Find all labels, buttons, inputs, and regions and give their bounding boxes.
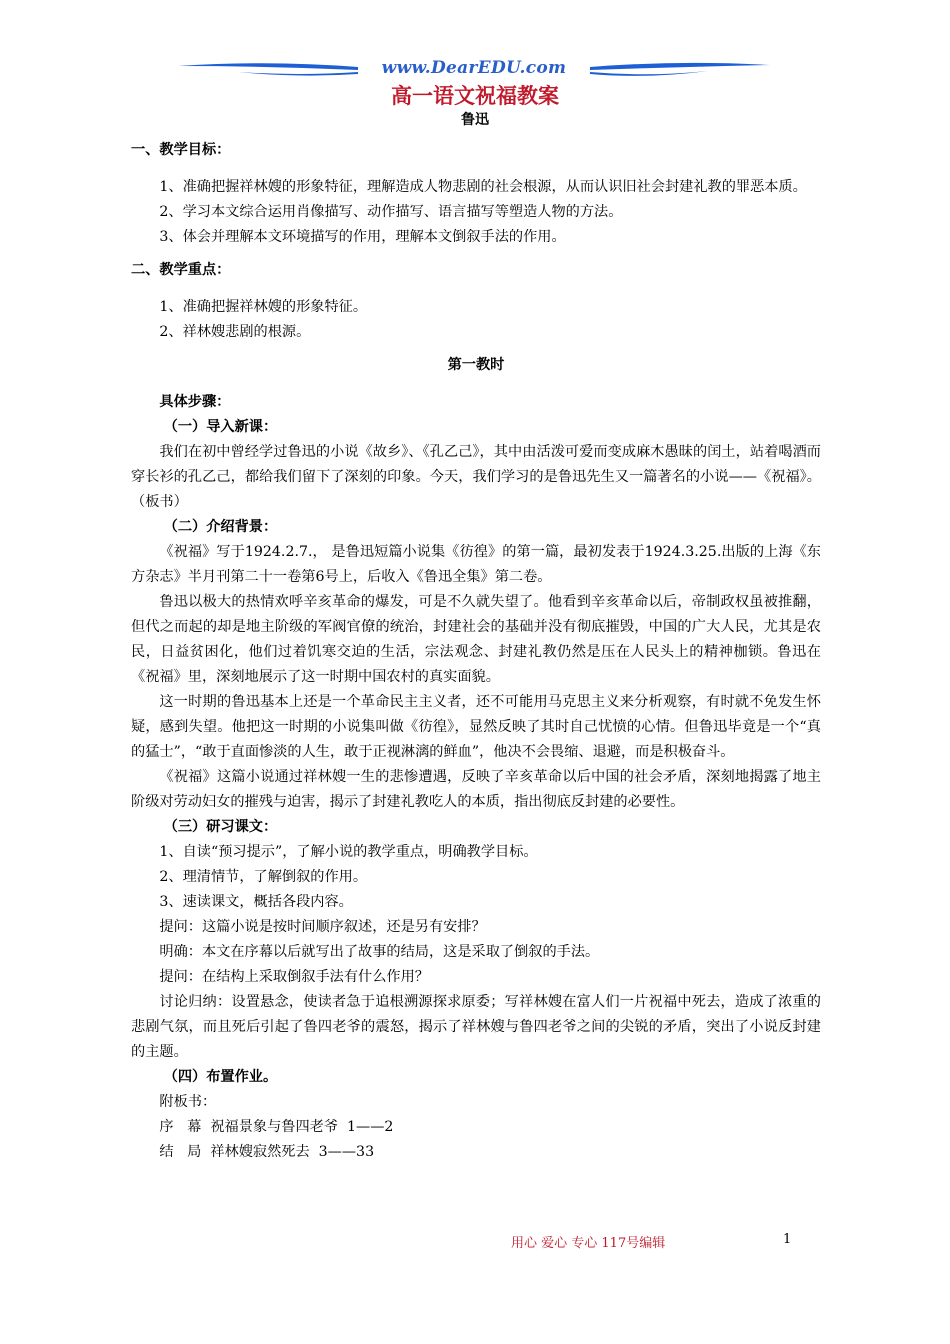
goal-item-3: 3、体会并理解本文环境描写的作用，理解本文倒叙手法的作用。 [159, 229, 566, 245]
key-points-heading: 二、教学重点： [131, 262, 231, 278]
study-answer-1: 明确：本文在序幕以后就写出了故事的结局，这是采取了倒叙的手法。 [159, 944, 600, 960]
study-item-1: 1、自读“预习提示”，了解小说的教学重点，明确教学目标。 [159, 844, 538, 860]
goal-item-1: 1、准确把握祥林嫂的形象特征，理解造成人物悲剧的社会根源，从而认识旧社会封建礼教的罪恶本质。 [159, 179, 807, 195]
background-paragraph-3: 这一时期的鲁迅基本上还是一个革命民主主义者，还不可能用马克思主义来分析观察，有时就不免发生怀疑，感到失望。他把这一时期的小说集叫做《彷徨》，显然反映了其时自己忧愤的心情。但鲁迅毕竟是一个“真的猛士”，“敢于直面惨淡的人生，敢于正视淋漓的鲜血”，他决不会畏缩、退避，而是积极奋斗。 [131, 694, 821, 760]
board-line-1: 序 幕 祝福景象与鲁四老爷 1——2 [159, 1119, 394, 1135]
steps-heading: 具体步骤： [159, 394, 231, 410]
goal-item-2: 2、学习本文综合运用肖像描写、动作描写、语言描写等塑造人物的方法。 [159, 204, 623, 220]
goals-heading: 一、教学目标： [131, 142, 231, 158]
study-item-3: 3、速读课文，概括各段内容。 [159, 894, 353, 910]
background-paragraph-4: 《祝福》这篇小说通过祥林嫂一生的悲惨遭遇，反映了辛亥革命以后中国的社会矛盾，深刻地揭露了地主阶级对劳动妇女的摧残与迫害，揭示了封建礼教吃人的本质，指出彻底反封建的必要性。 [131, 769, 821, 810]
key-point-2: 2、祥林嫂悲剧的根源。 [159, 324, 311, 340]
homework-heading: （四）布置作业。 [163, 1069, 278, 1085]
footer-note: 用心 爱心 专心 117号编辑 [511, 1236, 666, 1251]
document-title: 高一语文祝福教案 [391, 84, 559, 108]
study-heading: （三）研习课文： [163, 819, 278, 835]
intro-heading: （一）导入新课： [163, 419, 278, 435]
background-paragraph-1: 《祝福》写于1924.2.7.， 是鲁迅短篇小说集《彷徨》的第一篇，最初发表于1924.3.25.出版的上海《东方杂志》半月刊第二十一卷第6号上，后收入《鲁迅全集》第二卷。 [131, 544, 821, 585]
board-heading: 附板书： [159, 1094, 217, 1110]
site-url: www.DearEDU.com [381, 58, 567, 78]
study-item-2: 2、理清情节，了解倒叙的作用。 [159, 869, 368, 885]
key-point-1: 1、准确把握祥林嫂的形象特征。 [159, 299, 368, 315]
board-line-2: 结 局 祥林嫂寂然死去 3——33 [159, 1144, 375, 1160]
lesson-heading: 第一教时 [447, 357, 505, 373]
document-body [131, 138, 821, 1165]
study-question-2: 提问：在结构上采取倒叙手法有什么作用？ [159, 969, 429, 985]
background-heading: （二）介绍背景： [163, 519, 278, 535]
intro-paragraph: 我们在初中曾经学过鲁迅的小说《故乡》、《孔乙己》，其中由活泼可爱而变成麻木愚昧的闰土，站着喝酒而穿长衫的孔乙己，都给我们留下了深刻的印象。今天，我们学习的是鲁迅先生又一篇著名的小说——《祝福》。（板书） [131, 444, 821, 510]
document-author: 鲁迅 [461, 112, 489, 128]
background-paragraph-2: 鲁迅以极大的热情欢呼辛亥革命的爆发，可是不久就失望了。他看到辛亥革命以后，帝制政权虽被推翻，但代之而起的却是地主阶级的军阀官僚的统治，封建社会的基础并没有彻底摧毁，中国的广大人民，尤其是农民，日益贫困化，他们过着饥寒交迫的生活，宗法观念、封建礼教仍然是压在人民头上的精神枷锁。鲁迅在《祝福》里，深刻地展示了这一时期中国农村的真实面貌。 [131, 594, 821, 685]
page-number: 1 [783, 1232, 792, 1247]
study-question-1: 提问：这篇小说是按时间顺序叙述，还是另有安排？ [159, 919, 486, 935]
discussion-paragraph: 讨论归纳：设置悬念，使读者急于追根溯源探求原委；写祥林嫂在富人们一片祝福中死去，造成了浓重的悲剧气氛，而且死后引起了鲁四老爷的震怒，揭示了祥林嫂与鲁四老爷之间的尖锐的矛盾，突出了小说反封建的主题。 [131, 994, 821, 1060]
